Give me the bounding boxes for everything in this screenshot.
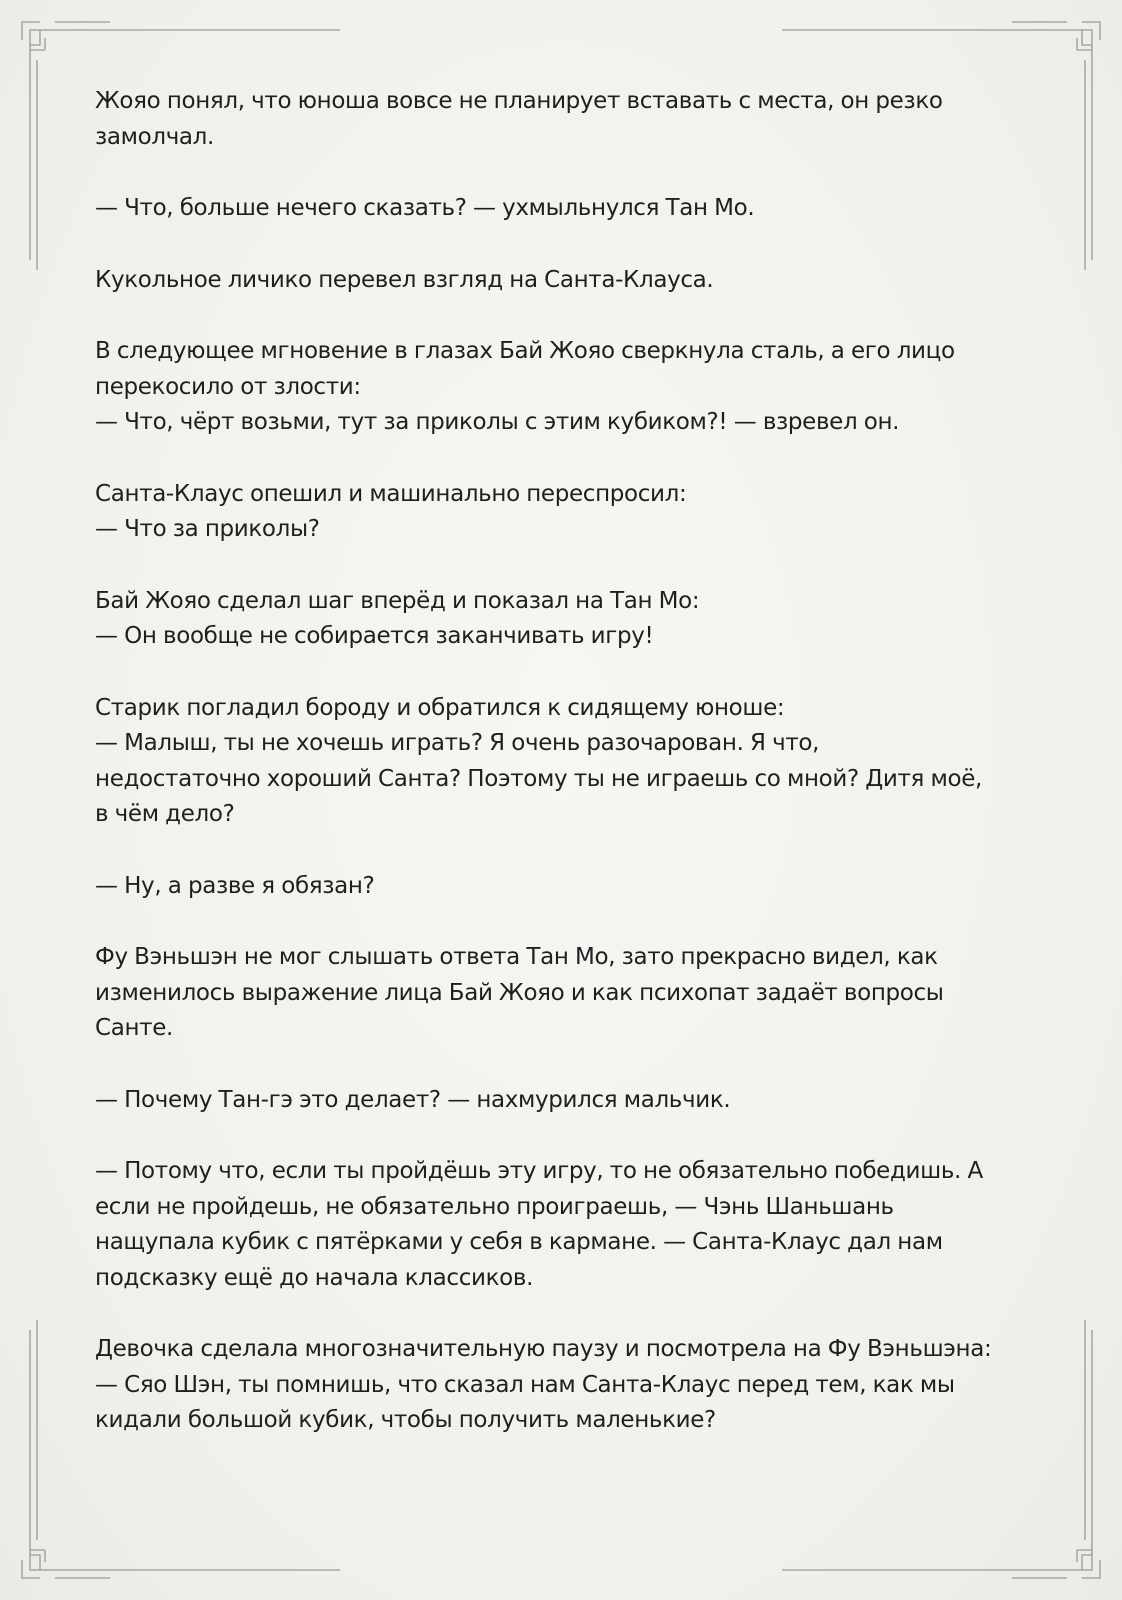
paragraph <box>95 584 1035 655</box>
paragraph <box>95 191 1035 227</box>
paragraph <box>95 940 1035 1047</box>
text-line: — Потому что, если ты пройдёшь эту игру, то не обязательно победишь. А <box>95 1158 983 1184</box>
paragraph <box>95 477 1035 548</box>
paragraph <box>95 84 1035 155</box>
text-line: Старик погладил бороду и обратился к сидящему юноше: <box>95 694 785 721</box>
text-line: — Он вообще не собирается заканчивать игру! <box>95 623 654 649</box>
paragraph <box>95 1332 1035 1439</box>
paragraph <box>95 691 1035 833</box>
paragraph <box>95 869 1035 905</box>
story-text <box>95 84 1035 1475</box>
text-line: Фу Вэньшэн не мог слышать ответа Тан Мо, зато прекрасно видел, как <box>95 944 938 970</box>
text-line: — Сяо Шэн, ты помнишь, что сказал нам Санта-Клаус перед тем, как мы <box>95 1371 955 1398</box>
text-line: изменилось выражение лица Бай Жояо и как психопат задаёт вопросы <box>95 979 944 1006</box>
text-line: нащупала кубик с пятёрками у себя в кармане. — Санта-Клаус дал нам <box>95 1229 943 1255</box>
text-line: Девочка сделала многозначительную паузу и посмотрела на Фу Вэньшэна: <box>95 1336 992 1362</box>
paragraph <box>95 334 1035 441</box>
text-line: — Малыш, ты не хочешь играть? Я очень разочарован. Я что, <box>95 730 820 756</box>
text-line: — Что за приколы? <box>95 516 320 542</box>
text-line: замолчал. <box>95 123 214 150</box>
text-line: В следующее мгновение в глазах Бай Жояо сверкнула сталь, а его лицо <box>95 338 955 364</box>
text-line: недостаточно хороший Санта? Поэтому ты не играешь со мной? Дитя моё, <box>95 765 982 792</box>
text-line: Санта-Клаус опешил и машинально переспросил: <box>95 480 687 507</box>
paragraph <box>95 1154 1035 1296</box>
text-line: — Что, чёрт возьми, тут за приколы с этим кубиком?! — взревел он. <box>95 409 900 435</box>
text-line: подсказку ещё до начала классиков. <box>95 1264 534 1291</box>
text-line: в чём дело? <box>95 801 235 827</box>
text-line: Санте. <box>95 1015 173 1041</box>
paragraph <box>95 1083 1035 1119</box>
text-line: Жояо понял, что юноша вовсе не планирует вставать с места, он резко <box>95 88 943 114</box>
text-line: перекосило от злости: <box>95 373 361 400</box>
text-line: кидали большой кубик, чтобы получить маленькие? <box>95 1407 716 1433</box>
paragraph <box>95 263 1035 299</box>
text-line: — Почему Тан-гэ это делает? — нахмурился мальчик. <box>95 1086 731 1113</box>
text-line: — Ну, а разве я обязан? <box>95 872 375 899</box>
text-line: если не пройдешь, не обязательно проиграешь, — Чэнь Шаньшань <box>95 1193 894 1220</box>
text-line: Бай Жояо сделал шаг вперёд и показал на Тан Мо: <box>95 587 700 614</box>
text-line: Кукольное личико перевел взгляд на Санта-Клауса. <box>95 266 714 293</box>
text-line: — Что, больше нечего сказать? — ухмыльнулся Тан Мо. <box>95 195 755 221</box>
